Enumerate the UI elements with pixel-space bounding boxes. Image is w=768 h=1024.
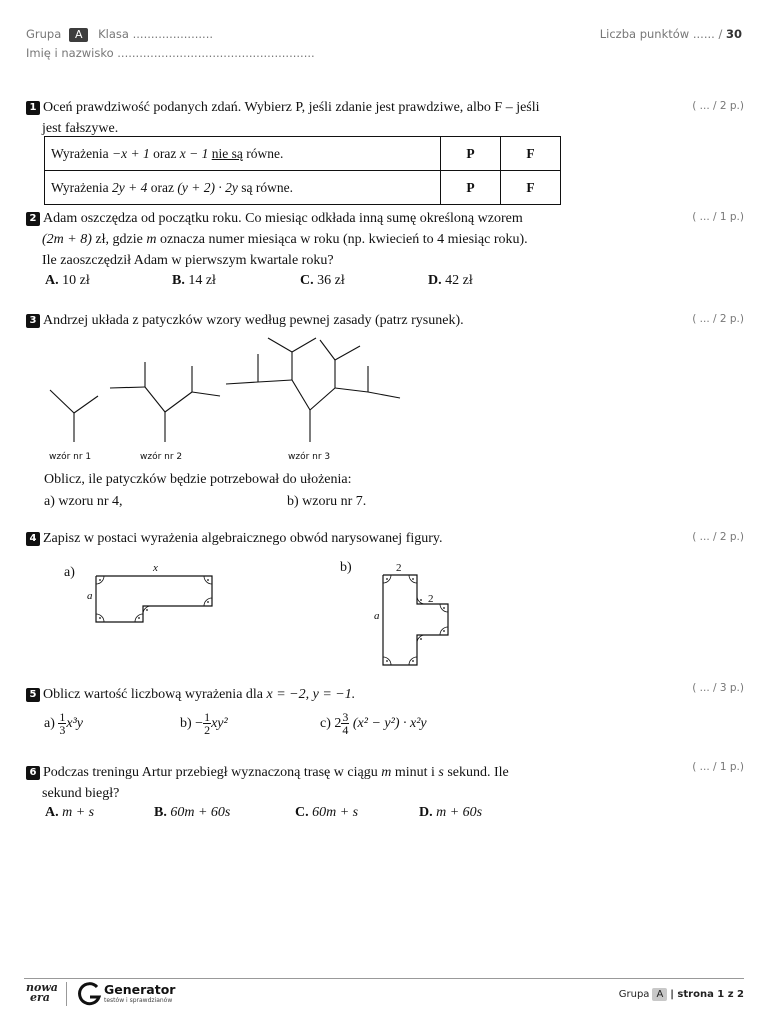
header-group-line [26,27,213,42]
q4-figure-b [375,566,455,670]
q5-number: 5 [26,688,40,702]
q3-subtask-a: a) wzoru nr 4, [44,494,123,509]
q3-task: Oblicz, ile patyczków będzie potrzebował do ułożenia: [44,472,352,487]
q5-points: ( ... / 3 p.) [692,682,744,694]
footer-page-number: | strona 1 z 2 [670,989,744,1000]
q4-number: 4 [26,532,40,546]
q3-stick-figures [30,332,420,462]
pattern-2-label: wzór nr 2 [140,452,183,462]
q2-answer-d[interactable]: D. 42 zł [428,273,473,288]
q3-points: ( ... / 2 p.) [692,313,744,325]
q6-answer-a[interactable]: A. m + s [45,805,95,820]
q6-answer-d[interactable]: D. m + 60s [419,805,483,820]
q1-text-a: Oceń prawdziwość podanych zdań. Wybierz P, jeśli zdanie jest prawdziwe, albo F – jeśli [43,100,540,115]
q4a-a-label: a [87,590,93,602]
q5-text: 5 Oblicz wartość liczbową wyrażenia dla x = −2, y = −1. [26,684,355,705]
group-label: Grupa [26,27,62,41]
points-total: 30 [725,27,742,41]
q2-answer-c[interactable]: C. 36 zł [300,273,345,288]
q1-row1-p-option[interactable]: P [441,137,501,171]
generator-brand: Generator [104,982,176,997]
q4a-x-label: x [153,562,158,574]
pattern-1 [50,390,98,442]
q4-subtask-a: a) [64,565,75,580]
q1-statement-1: Wyrażenia −x + 1 oraz x − 1 nie są równe. [45,137,441,171]
q4-points: ( ... / 2 p.) [692,531,744,543]
name-field: Imię i nazwisko ...................................................... [26,46,315,60]
group-badge: A [69,28,89,42]
q1-statement-2: Wyrażenia 2y + 4 oraz (y + 2) · 2y są równe. [45,171,441,205]
q1-row2-p-option[interactable]: P [441,171,501,205]
q6-text: 6 Podczas treningu Artur przebiegł wyznaczoną trasę w ciągu m minut i s sekund. Ile sekund biegł? [26,762,571,804]
nowa-era-logo: nowa era [26,981,58,1004]
q1-text [26,97,571,139]
q3-text: 3 Andrzej układa z patyczków wzory według pewnej zasady (patrz rysunek). [26,310,464,331]
q1-points: ( ... / 2 p.) [692,100,744,112]
q6-points: ( ... / 1 p.) [692,761,744,773]
q1-table [44,136,561,205]
q4-subtask-b: b) [340,560,352,575]
pattern-3 [226,338,400,442]
q5-subtask-b: b) − $\frac{1}{2}$ xy² [180,710,228,738]
footer-group-badge: A [652,988,667,1001]
q4-text: 4 Zapisz w postaci wyrażenia algebraicznego obwód narysowanej figury. [26,528,443,549]
footer-page-info: Grupa A | strona 1 z 2 [618,989,744,1000]
pattern-1-label: wzór nr 1 [49,452,92,462]
q3-number: 3 [26,314,40,328]
q6-answer-b[interactable]: B. 60m + 60s [154,805,231,820]
class-label: Klasa ...................... [98,27,214,41]
q2-text: 2 Adam oszczędza od początku roku. Co miesiąc odkłada inną sumę określoną wzorem (2m + 8) zł, gdzie m oznacza numer miesiąca w roku (np. kwiecień to 4 miesiąc roku). Ile zaoszczędził Adam w pierwszym kwartale roku? [26,208,571,271]
generator-logo-icon [76,981,102,1007]
q1-number: 1 [26,101,40,115]
q1-text-b: jest fałszywe. [42,121,119,136]
footer-divider [24,978,744,979]
q6-answer-c[interactable]: C. 60m + s [295,805,359,820]
q2-number: 2 [26,212,40,226]
q3-subtask-b: b) wzoru nr 7. [287,494,367,509]
q4b-top-label: 2 [396,562,402,574]
pattern-2 [110,362,220,442]
q1-row1-f-option[interactable]: F [501,137,561,171]
generator-brand-sub: testów i sprawdzianów [104,997,173,1004]
q5-subtask-a: a) $\frac{1}{3}$ x³y [44,710,84,738]
q2-points: ( ... / 1 p.) [692,211,744,223]
table-row [45,171,561,205]
q6-number: 6 [26,766,40,780]
q5-subtask-c: c) 2 $\frac{3}{4}$ (x² − y²) · x²y [320,710,427,738]
q1-row2-f-option[interactable]: F [501,171,561,205]
pattern-3-label: wzór nr 3 [288,452,331,462]
q2-answer-b[interactable]: B. 14 zł [172,273,216,288]
q4b-a-label: a [374,610,380,622]
points-label: Liczba punktów ...... / [599,27,723,41]
q4b-side-label: 2 [428,593,434,605]
footer-logo-separator [66,982,67,1006]
table-row [45,137,561,171]
points-summary [600,27,742,41]
q2-answer-a[interactable]: A. 10 zł [45,273,90,288]
